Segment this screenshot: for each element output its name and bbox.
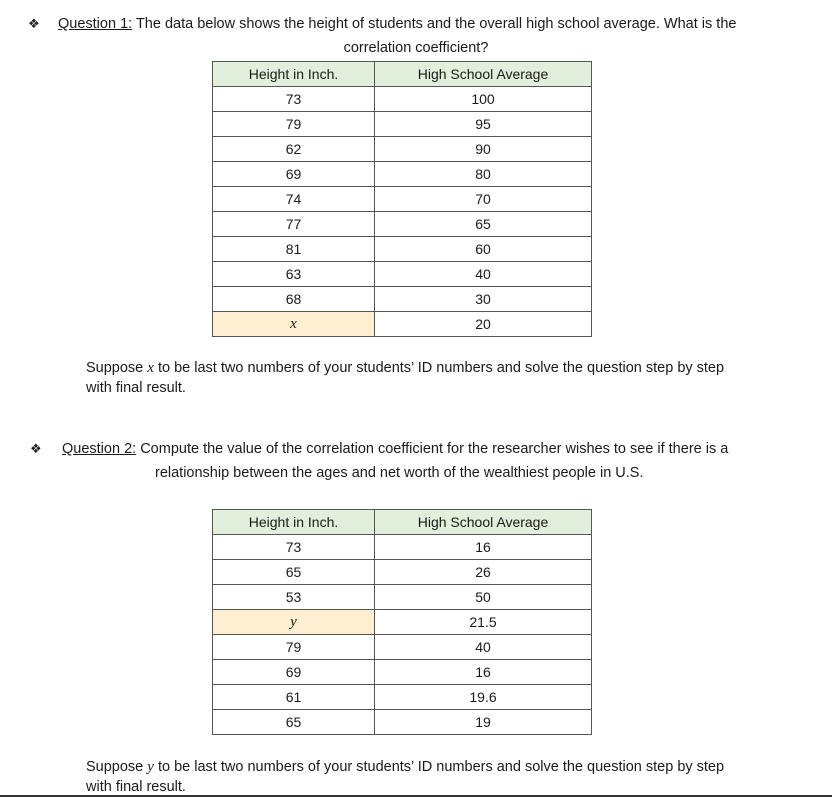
- average-cell: 26: [375, 560, 592, 585]
- table-row: [213, 635, 592, 660]
- table-row: [213, 535, 592, 560]
- note-prefix: Suppose: [86, 759, 148, 775]
- note-line1-rest: to be last two numbers of your students’ ID numbers and solve the question step by step: [153, 360, 725, 376]
- height-cell: 65: [213, 560, 375, 585]
- height-cell: 53: [213, 585, 375, 610]
- average-cell: 19.6: [375, 685, 592, 710]
- table-header-row: [213, 62, 592, 87]
- height-cell: 61: [213, 685, 375, 710]
- question1-text-line2: correlation coefficient?: [343, 40, 489, 56]
- column-header-average: High School Average: [375, 62, 592, 87]
- height-cell: 68: [213, 287, 375, 312]
- average-cell: 80: [375, 162, 592, 187]
- height-cell: 69: [213, 162, 375, 187]
- question2-note-line2: with final result.: [86, 779, 186, 795]
- average-cell: 30: [375, 287, 592, 312]
- question1-heading: [58, 14, 736, 34]
- table-row: [213, 137, 592, 162]
- question2-text-line2: relationship between the ages and net worth of the wealthiest people in U.S.: [155, 465, 644, 481]
- height-cell: 73: [213, 535, 375, 560]
- average-cell: 16: [375, 660, 592, 685]
- average-cell: 60: [375, 237, 592, 262]
- average-cell: 65: [375, 212, 592, 237]
- average-cell: 70: [375, 187, 592, 212]
- question1-note-line2: with final result.: [86, 380, 186, 396]
- height-cell: 79: [213, 112, 375, 137]
- table-row: [213, 610, 592, 635]
- table-row: [213, 685, 592, 710]
- average-cell: 90: [375, 137, 592, 162]
- average-cell: 95: [375, 112, 592, 137]
- question2-heading: [62, 439, 728, 459]
- column-header-height: Height in Inch.: [213, 510, 375, 535]
- table-row: [213, 212, 592, 237]
- table-row: [213, 162, 592, 187]
- question1-text-line1: The data below shows the height of students and the overall high school average. What is the: [132, 16, 737, 32]
- height-cell: 62: [213, 137, 375, 162]
- average-cell: 21.5: [375, 610, 592, 635]
- note-variable-x: x: [147, 360, 154, 376]
- table-row: [213, 237, 592, 262]
- table-row: [213, 710, 592, 735]
- table-row: [213, 287, 592, 312]
- average-cell: 50: [375, 585, 592, 610]
- height-cell: 74: [213, 187, 375, 212]
- table-row: [213, 312, 592, 337]
- height-cell: 81: [213, 237, 375, 262]
- question1-label: Question 1:: [58, 16, 133, 32]
- column-header-height: Height in Inch.: [213, 62, 375, 87]
- average-cell: 20: [375, 312, 592, 337]
- average-cell: 40: [375, 635, 592, 660]
- table-row: [213, 187, 592, 212]
- height-cell: 69: [213, 660, 375, 685]
- height-cell: 73: [213, 87, 375, 112]
- table-row: [213, 560, 592, 585]
- question1-table: [212, 61, 592, 337]
- unknown-x-cell: x: [213, 312, 375, 337]
- height-cell: 77: [213, 212, 375, 237]
- page-bottom-divider: [0, 795, 832, 797]
- question2-note: [86, 757, 724, 797]
- height-cell: 79: [213, 635, 375, 660]
- note-prefix: Suppose: [86, 360, 148, 376]
- question2-table: [212, 509, 592, 735]
- note-line1-rest: to be last two numbers of your students’ ID numbers and solve the question step by step: [153, 759, 725, 775]
- note-variable-y: y: [147, 759, 154, 775]
- height-cell: 65: [213, 710, 375, 735]
- question1-note-line1: [86, 358, 724, 378]
- bullet-icon: ❖: [30, 441, 42, 456]
- table-row: [213, 660, 592, 685]
- table-row: [213, 585, 592, 610]
- unknown-y-cell: y: [213, 610, 375, 635]
- table-row: [213, 262, 592, 287]
- table-row: [213, 87, 592, 112]
- average-cell: 16: [375, 535, 592, 560]
- question1-note: [86, 358, 724, 398]
- bullet-icon: ❖: [28, 16, 40, 31]
- table-header-row: [213, 510, 592, 535]
- average-cell: 40: [375, 262, 592, 287]
- question2-text-line1: Compute the value of the correlation coefficient for the researcher wishes to see if there is a: [136, 441, 729, 457]
- height-cell: 63: [213, 262, 375, 287]
- column-header-average: High School Average: [375, 510, 592, 535]
- question2-note-line1: [86, 757, 724, 777]
- table-row: [213, 112, 592, 137]
- average-cell: 100: [375, 87, 592, 112]
- question2-label: Question 2:: [62, 441, 137, 457]
- average-cell: 19: [375, 710, 592, 735]
